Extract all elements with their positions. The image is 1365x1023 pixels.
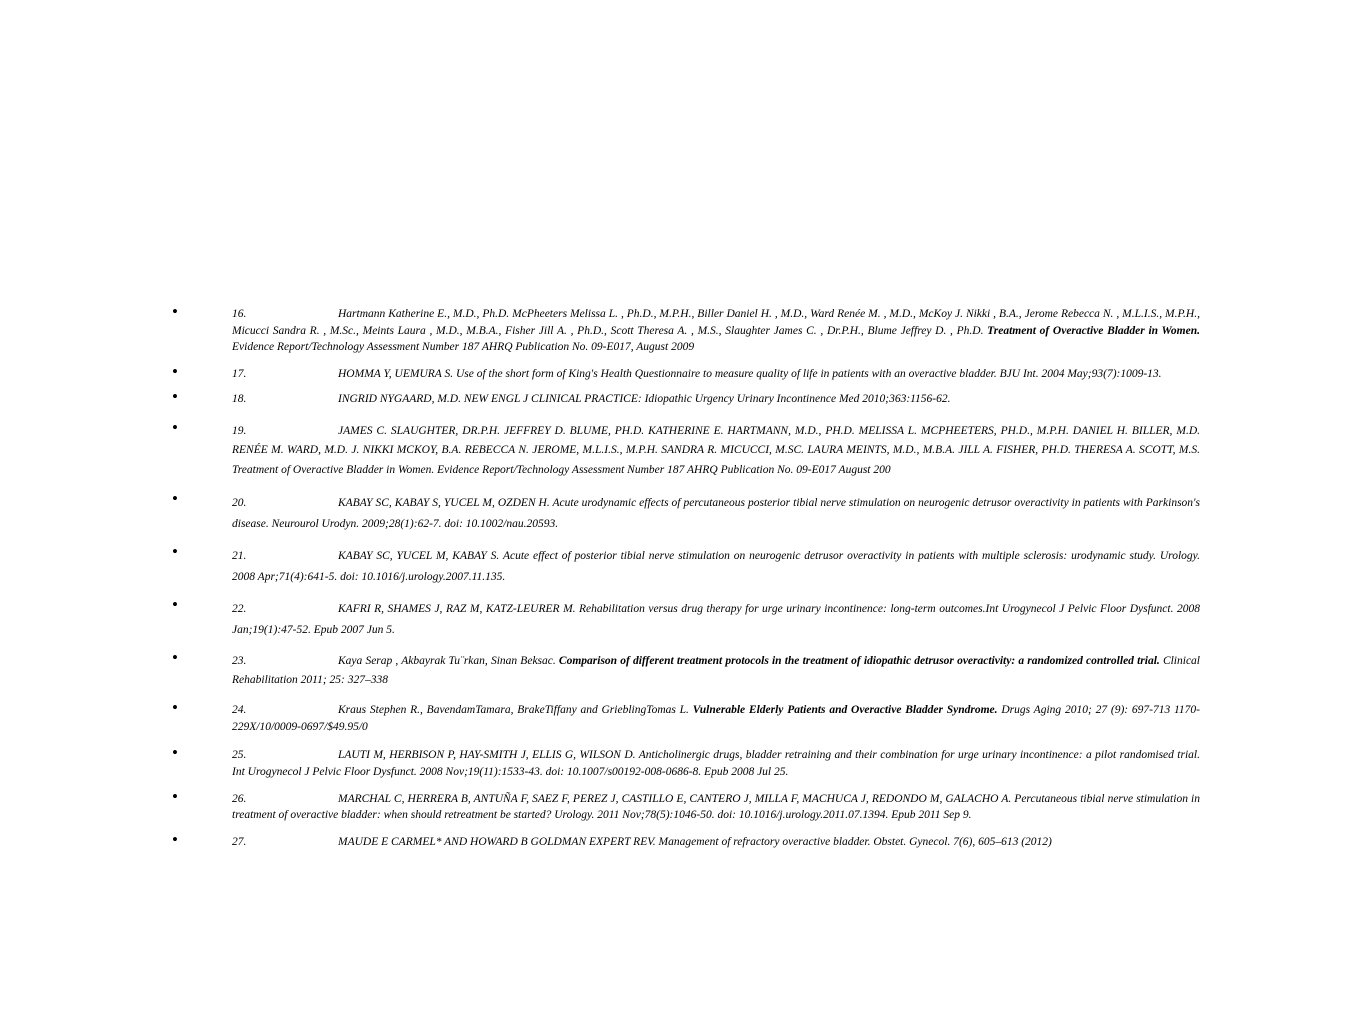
bullet-icon: • [172,361,178,381]
reference-text: JAMES C. SLAUGHTER, DR.P.H. JEFFREY D. BLUME, PH.D. KATHERINE E. HARTMANN, M.D., PH.D. MELISSA L. MCPHEETERS, PH.D., M.P.H. DANIEL H. BILLER, M.D. RENÉE M. WARD, M.D. J. NIKKI MCKOY, B.A. REBECCA N. JEROME, M.L.I.S., M.P.H. SANDRA R. MICUCCI, M.SC. LAURA MEINTS, M.D., M.B.A. JILL A. FISHER, PH.D. THERESA A. SCOTT, M.S. Treatment of Overactive Bladder in Women. Evidence Report/Technology Assessment Number 187 AHRQ Publication No. 09-E017 August 200 [232,424,1200,476]
bullet-icon: • [172,417,178,437]
reference-item [170,830,1200,851]
reference-item [170,361,1200,383]
reference-item [170,648,1201,690]
bullet-icon: • [172,787,178,806]
reference-text: MARCHAL C, HERRERA B, ANTUÑA F, SAEZ F, PEREZ J, CASTILLO E, CANTERO J, MILLA F, MACHUCA J, REDONDO M, GALACHO A. Percutaneous tibial nerve stimulation in treatment of overactive bladder: when should retreatment be started? Urology. 2011 Nov;78(5):1046-50. doi: 10.1016/j.urology.2011.07.1394. Epub 2011 Sep 9. [232,793,1200,821]
reference-number: 19. [232,424,247,437]
bullet-icon: • [172,648,178,667]
reference-item [170,698,1200,735]
reference-list [170,302,1201,851]
reference-item [170,743,1200,780]
reference-text: KAFRI R, SHAMES J, RAZ M, KATZ-LEURER M. Rehabilitation versus drug therapy for urge urinary incontinence: long-term outcomes.Int Urogynecol J Pelvic Floor Dysfunct. 2008 Jan;19(1):47-52. Epub 2007 Jun 5. [232,603,1200,636]
reference-number: 21. [232,550,247,562]
bullet-icon: • [172,595,178,614]
bullet-icon: • [172,830,178,849]
bullet-icon: • [172,743,178,762]
reference-source: Evidence Report/Technology Assessment Number 187 AHRQ Publication No. 09-E017, August 2009 [232,341,695,353]
reference-text: LAUTI M, HERBISON P, HAY-SMITH J, ELLIS G, WILSON D. Anticholinergic drugs, bladder retraining and their combination for urge urinary incontinence: a pilot randomised trial. Int Urogynecol J Pelvic Floor Dysfunct. 2008 Nov;19(11):1533-43. doi: 10.1007/s00192-008-0686-8. Epub 2008 Jul 25. [232,749,1200,778]
reference-authors: Kraus Stephen R., BavendamTamara, BrakeTiffany and GrieblingTomas L. [338,704,689,716]
reference-authors: Kaya Serap , Akbayrak Tu¨rkan, Sinan Beksac. [338,655,556,667]
reference-number: 18. [232,393,247,405]
reference-item [170,387,1200,408]
reference-number: 25. [232,749,247,761]
reference-number: 26. [232,793,247,805]
reference-title: Comparison of different treatment protocols in the treatment of idiopathic detrusor overactivity: a randomized controlled trial. [558,655,1160,667]
reference-number: 16. [232,308,247,320]
reference-number: 17. [232,367,247,380]
reference-item [170,489,1200,534]
reference-item [170,542,1200,587]
bullet-icon: • [172,698,178,717]
reference-number: 24. [232,704,247,716]
reference-source: Clinical Rehabilitation 2011; 25: 327–338 [232,655,1201,686]
reference-source: Drugs Aging 2010; 27 (9): 697-713 1170-229X/10/0009-0697/$49.95/0 [232,704,1200,733]
reference-title: Vulnerable Elderly Patients and Overactive Bladder Syndrome. [692,704,998,716]
reference-title: Treatment of Overactive Bladder in Women. [987,324,1201,337]
reference-number: 22. [232,603,247,615]
reference-text: MAUDE E CARMEL* AND HOWARD B GOLDMAN EXPERT REV. Management of refractory overactive bladder. Obstet. Gynecol. 7(6), 605–613 (2012) [338,836,1052,848]
reference-item [170,417,1200,481]
reference-item [170,302,1201,356]
reference-number: 23. [232,655,247,667]
bullet-icon: • [172,542,178,561]
reference-authors: Hartmann Katherine E., M.D., Ph.D. McPheeters Melissa L. , Ph.D., M.P.H., Biller Daniel H. , M.D., Ward Renée M. , M.D., McKoy J. Nikki , B.A., Jerome Rebecca N. , M.L.I.S., M.P.H., Micucci Sandra R. , M.Sc., Meints Laura , M.D., M.B.A., Fisher Jill A. , Ph.D., Scott Theresa A. , M.S., Slaughter James C. , Dr.P.H., Blume Jeffrey D. , Ph.D. [232,308,1200,337]
reference-item [170,595,1200,640]
bullet-icon: • [172,302,178,321]
bullet-icon: • [172,489,178,508]
reference-item [170,787,1200,823]
reference-text: KABAY SC, YUCEL M, KABAY S. Acute effect of posterior tibial nerve stimulation on neurogenic detrusor overactivity in patients with multiple sclerosis: urodynamic study. Urology. 2008 Apr;71(4):641-5. doi: 10.1016/j.urology.2007.11.135. [232,550,1200,583]
bullet-icon: • [172,387,178,406]
reference-number: 27. [232,836,247,848]
reference-text: KABAY SC, KABAY S, YUCEL M, OZDEN H. Acute urodynamic effects of percutaneous posterior tibial nerve stimulation on neurogenic detrusor overactivity in patients with Parkinson's disease. Neurourol Urodyn. 2009;28(1):62-7. doi: 10.1002/nau.20593. [232,497,1200,530]
reference-text: HOMMA Y, UEMURA S. Use of the short form of King's Health Questionnaire to measure quality of life in patients with an overactive bladder. BJU Int. 2004 May;93(7):1009-13. [338,367,1162,380]
reference-number: 20. [232,497,247,509]
reference-text: INGRID NYGAARD, M.D. NEW ENGL J CLINICAL PRACTICE: Idiopathic Urgency Urinary Incontinence Med 2010;363:1156-62. [338,393,951,405]
